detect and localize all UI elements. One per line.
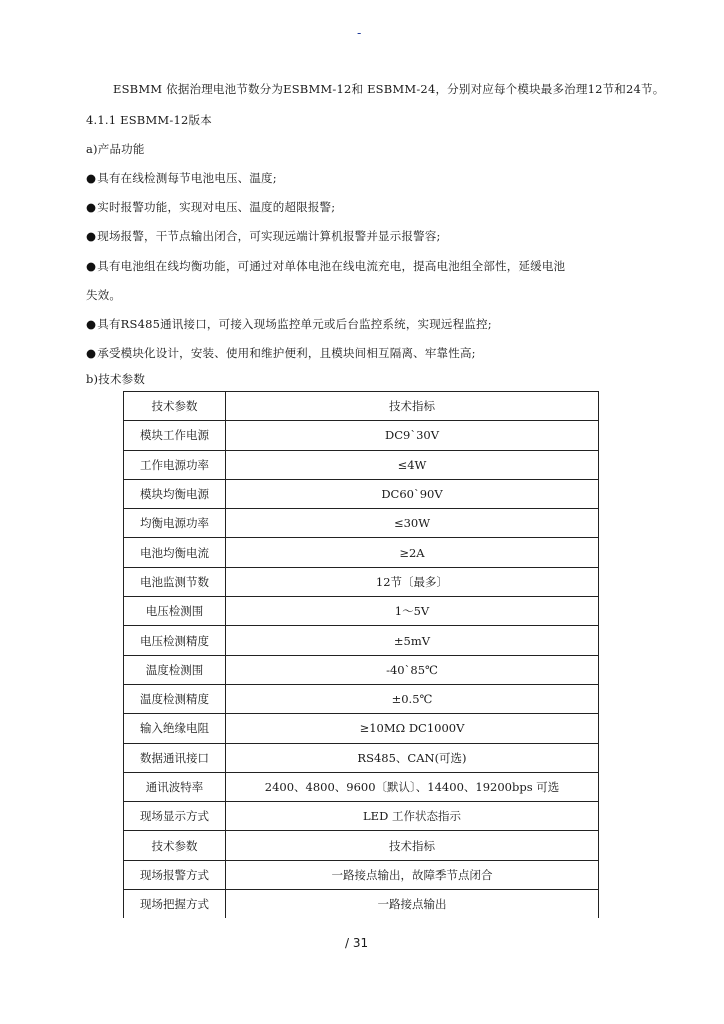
page-number: / 31	[345, 936, 369, 950]
bullet-icon: ●	[86, 259, 97, 273]
param-name: 现场报警方式	[124, 860, 226, 889]
table-row	[124, 860, 599, 889]
param-name: 均衡电源功率	[124, 509, 226, 538]
section-title: 4.1.1 ESBMM-12版本	[86, 113, 212, 127]
spec-table	[123, 391, 599, 918]
table-row	[124, 392, 599, 421]
param-name: 模块工作电源	[124, 421, 226, 450]
bullet-icon: ●	[86, 171, 97, 185]
feature-continuation: 失效。	[86, 288, 122, 302]
param-value: ≥2A	[226, 538, 599, 567]
param-name: 模块均衡电源	[124, 479, 226, 508]
feature-text: 具有在线检测每节电池电压、温度;	[97, 171, 277, 185]
table-row	[124, 597, 599, 626]
param-name: 输入绝缘电阻	[124, 714, 226, 743]
feature-item	[86, 316, 492, 332]
param-value: 技术指标	[226, 392, 599, 421]
feature-item	[86, 199, 335, 215]
bullet-icon: ●	[86, 200, 97, 214]
param-name: 电压检测精度	[124, 626, 226, 655]
param-value: 技术指标	[226, 831, 599, 860]
table-row	[124, 831, 599, 860]
param-value: ±5mV	[226, 626, 599, 655]
header-mark: -	[357, 26, 362, 40]
param-value: 2400、4800、9600〔默认〕、14400、19200bps 可选	[226, 772, 599, 801]
bullet-icon: ●	[86, 229, 97, 243]
feature-text: 具有RS485通讯接口，可接入现场监控单元或后台监控系统，实现远程监控;	[97, 317, 492, 331]
table-row	[124, 714, 599, 743]
feature-item	[86, 228, 441, 244]
param-value: LED 工作状态指示	[226, 802, 599, 831]
param-value: ≤30W	[226, 509, 599, 538]
param-name: 电池监测节数	[124, 567, 226, 596]
param-name: 数据通讯接口	[124, 743, 226, 772]
table-row	[124, 626, 599, 655]
param-name: 电压检测围	[124, 597, 226, 626]
table-row	[124, 655, 599, 684]
param-name: 电池均衡电流	[124, 538, 226, 567]
param-value: -40`85℃	[226, 655, 599, 684]
feature-item	[86, 258, 565, 274]
table-row	[124, 802, 599, 831]
feature-text: 具有电池组在线均衡功能，可通过对单体电池在线电流充电，提高电池组全部性，延缓电池	[97, 259, 566, 273]
param-value: 一路接点输出，故障季节点闭合	[226, 860, 599, 889]
table-row	[124, 684, 599, 713]
param-value: DC9`30V	[226, 421, 599, 450]
param-name: 现场把握方式	[124, 890, 226, 919]
param-value: ≤4W	[226, 450, 599, 479]
param-value: 1～5V	[226, 597, 599, 626]
table-row	[124, 421, 599, 450]
bullet-icon: ●	[86, 317, 97, 331]
param-name: 通讯波特率	[124, 772, 226, 801]
param-value: RS485、CAN(可选)	[226, 743, 599, 772]
subheading-product-features: a)产品功能	[86, 142, 145, 156]
param-name: 温度检测围	[124, 655, 226, 684]
param-name: 工作电源功率	[124, 450, 226, 479]
table-row	[124, 567, 599, 596]
param-name: 技术参数	[124, 831, 226, 860]
table-row	[124, 772, 599, 801]
bullet-icon: ●	[86, 346, 97, 360]
table-row	[124, 743, 599, 772]
table-row	[124, 890, 599, 919]
table-row	[124, 509, 599, 538]
table-row	[124, 538, 599, 567]
param-value: DC60`90V	[226, 479, 599, 508]
feature-item	[86, 345, 476, 361]
param-value: ±0.5℃	[226, 684, 599, 713]
param-value: ≥10MΩ DC1000V	[226, 714, 599, 743]
param-name: 温度检测精度	[124, 684, 226, 713]
intro-paragraph: ESBMM 依据治理电池节数分为ESBMM-12和 ESBMM-24，分别对应每个模块最多治理12节和24节。	[113, 82, 665, 96]
subheading-tech-params: b)技术参数	[86, 372, 146, 386]
param-name: 现场显示方式	[124, 802, 226, 831]
feature-text: 承受模块化设计，安装、使用和维护便利，且模块间相互隔离、牢靠性高;	[97, 346, 476, 360]
feature-text: 实时报警功能，实现对电压、温度的超限报警;	[97, 200, 336, 214]
table-row	[124, 450, 599, 479]
feature-item	[86, 170, 277, 186]
param-value: 一路接点输出	[226, 890, 599, 919]
param-value: 12节〔最多〕	[226, 567, 599, 596]
table-row	[124, 479, 599, 508]
param-name: 技术参数	[124, 392, 226, 421]
feature-text: 现场报警，干节点输出闭合，可实现远端计算机报警并显示报警容;	[97, 229, 441, 243]
